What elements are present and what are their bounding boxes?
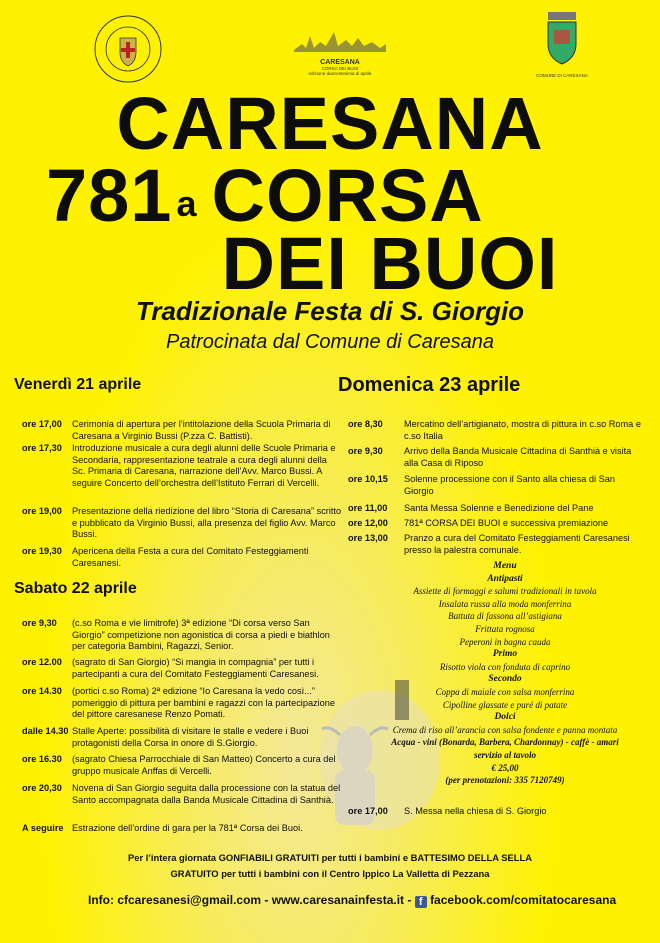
event-text: Stalle Aperte: possibilità di visitare le stalle e vedere i Buoi protagonisti della Corsa in onore di S.Giorgio. <box>72 726 309 748</box>
contact-line <box>88 893 616 908</box>
menu-dolci-heading: Dolci <box>494 712 516 723</box>
saturday-event-6 <box>22 783 342 806</box>
event-text: Introduzione musicale a cura degli alunni delle Scuole Primaria e Secondaria, rappresentazione teatrale a cura degli alunni della Sc. Primaria di Caresana, narrazione dell’Avv. Marco Bussi. A seguire Concerto dell’orchestra dell’Istituto Ferrari di Vercelli. <box>72 443 336 488</box>
event-time: ore 19,00 <box>22 506 62 516</box>
facebook-icon: f <box>415 896 427 908</box>
menu-price: € 25,00 <box>491 762 519 773</box>
event-text: (portici c.so Roma) 2ª edizione “Io Caresana la vedo così...” pomeriggio di pittura per bambini e ragazzi con la partecipazione del pittore caresanese Renzo Pomati. <box>72 686 336 719</box>
event-time: ore 10,15 <box>348 474 388 484</box>
event-time: ore 12,00 <box>348 518 388 528</box>
menu-item: Battuta di fassona all’astigiana <box>448 611 562 622</box>
event-text: Apericena della Festa a cura del Comitato Festeggiamenti Caresanesi. <box>72 546 309 568</box>
footer-line-1: Per l’intera giornata GONFIABILI GRATUITI per tutti i bambini e BATTESIMO DELLA SELLA <box>127 852 532 863</box>
event-time: ore 9,30 <box>348 446 383 456</box>
event-text: Estrazione dell’ordine di gara per la 781ª Corsa dei Buoi. <box>72 823 303 833</box>
mid-logo-sub: CORSA DEI BUOI <box>321 66 359 71</box>
saturday-event-5 <box>22 754 342 777</box>
sunday-event-4 <box>348 503 643 515</box>
title-line-1: CARESANA <box>116 82 544 165</box>
event-text: Arrivo della Banda Musicale Cittadina di Santhià e visita alla Casa di Riposo <box>404 446 632 468</box>
saturday-event-7 <box>22 823 352 835</box>
menu-drinks: Acqua - vini (Bonarda, Barbera, Chardonnay) - caffè - amari <box>391 737 619 748</box>
title-line-3: DEI BUOI <box>221 222 559 305</box>
mid-logo-sub2: edizione duecentesima di aprile <box>308 71 372 76</box>
saturday-event-3 <box>22 686 342 721</box>
footer-line-2: GRATUITO per tutti i bambini con il Centro Ippico La Valletta di Pezzana <box>170 868 490 879</box>
sunday-event-5 <box>348 518 643 530</box>
event-text: S. Messa nella chiesa di S. Giorgio <box>404 806 547 816</box>
event-text: Pranzo a cura del Comitato Festeggiamenti Caresanesi presso la palestra comunale. <box>404 533 630 555</box>
saturday-event-2 <box>22 657 342 680</box>
event-text: 781ª CORSA DEI BUOI e successiva premiazione <box>404 518 609 528</box>
contact-email[interactable]: Info: cfcaresanesi@gmail.com <box>88 893 262 907</box>
event-time: ore 8,30 <box>348 419 383 429</box>
menu-antipasti-heading: Antipasti <box>487 573 523 584</box>
event-text: Mercatino dell’artigianato, mostra di pittura in c.so Roma e c.so Italia <box>404 419 641 441</box>
event-time: ore 16.30 <box>22 754 62 764</box>
menu-booking: (per prenotazioni: 335 7120749) <box>445 775 565 786</box>
menu-secondo-heading: Secondo <box>488 674 522 685</box>
saturday-event-4 <box>22 726 342 749</box>
mid-logo-name: CARESANA <box>320 59 360 66</box>
saturday-heading: Sabato 22 aprile <box>14 580 137 597</box>
sunday-event-1 <box>348 419 643 442</box>
municipal-crest-icon <box>542 10 582 68</box>
menu-item: Risotto viola con fonduta di caprino <box>439 661 571 672</box>
patronage-line: Patrocinata dal Comune di Caresana <box>166 331 494 353</box>
event-text: Solenne processione con il Santo alla chiesa di San Giorgio <box>404 474 615 496</box>
event-time: ore 9,30 <box>22 618 57 628</box>
menu-service: servizio al tavolo <box>474 749 536 760</box>
facebook-link[interactable]: facebook.com/comitatocaresana <box>430 893 617 907</box>
edition-ordinal: a <box>176 183 198 224</box>
menu-primo-heading: Primo <box>492 649 518 660</box>
sunday-event-6 <box>348 533 643 556</box>
menu-item: Cipolline glassate e puré di patate <box>442 699 568 710</box>
lunch-menu <box>370 560 640 787</box>
friday-heading: Venerdì 21 aprile <box>14 376 142 393</box>
friday-event-2 <box>22 443 342 489</box>
menu-item: Coppa di maiale con salsa monferrina <box>435 686 575 697</box>
event-time: dalle 14.30 <box>22 726 69 736</box>
edition-number: 781 <box>46 154 173 237</box>
event-text: Santa Messa Solenne e Benedizione del Pane <box>404 503 594 513</box>
event-time: A seguire <box>22 823 64 833</box>
town-skyline-icon <box>290 22 390 54</box>
menu-item: Peperoni in bagna cauda <box>459 636 551 647</box>
municipal-crest-logo <box>534 10 590 90</box>
title-corsa: CORSA <box>211 154 484 237</box>
friday-event-4 <box>22 546 342 569</box>
event-text: Presentazione della riedizione del libro “Storia di Caresana” scritto e pubblicato da Virginio Bussi, alla presenza del figlio Avv. Marco Bussi. <box>72 506 342 539</box>
event-text: (sagrato Chiesa Parrocchiale di San Matteo) Concerto a cura del gruppo musicale Anffas di Vercelli. <box>72 754 336 776</box>
separator: - <box>404 893 415 907</box>
comitato-seal-logo <box>93 14 163 84</box>
sunday-event-3 <box>348 474 643 497</box>
sunday-event-2 <box>348 446 643 469</box>
event-time: ore 20,30 <box>22 783 62 793</box>
event-time: ore 17,30 <box>22 443 62 453</box>
friday-event-1 <box>22 419 342 442</box>
sunday-event-7 <box>348 806 643 818</box>
event-time: ore 17,00 <box>22 419 62 429</box>
menu-item: Assiette di formaggi e salumi tradizionali in tavola <box>413 586 597 597</box>
website-link[interactable]: www.caresanainfesta.it <box>271 893 405 907</box>
event-text: (sagrato di San Giorgio) “Si mangia in compagnia” per tutti i partecipanti a cura del Comitato Festeggiamenti Caresanesi. <box>72 657 319 679</box>
saturday-event-1 <box>22 618 342 653</box>
event-text: Novena di San Giorgio seguita dalla processione con la statua del Santo accompagnata dalla Banda Musicale Cittadina di Santhià. <box>72 783 341 805</box>
event-time: ore 11,00 <box>348 503 388 513</box>
event-time: ore 17,00 <box>348 806 388 816</box>
event-time: ore 14.30 <box>22 686 62 696</box>
menu-item: Crema di riso all’arancia con salsa fondente e panna montata <box>392 724 618 735</box>
right-logo-text: COMUNE DI CARESANA <box>536 73 588 78</box>
event-time: ore 13,00 <box>348 533 388 543</box>
comitato-seal-icon <box>93 14 163 84</box>
event-text: (c.so Roma e vie limitrofe) 3ª edizione “Di corsa verso San Giorgio” competizione non agonistica di corsa a piedi e biathlon per categoria Bambini, Ragazzi, Senior. <box>72 618 330 651</box>
friday-event-3 <box>22 506 342 541</box>
event-time: ore 19,30 <box>22 546 62 556</box>
menu-item: Insalata russa alla moda monferrina <box>438 598 572 609</box>
event-time: ore 12.00 <box>22 657 62 667</box>
separator: - <box>261 893 272 907</box>
event-text: Cerimonia di apertura per l’intitolazione della Scuola Primaria di Caresana a Virginio Bussi (P.zza C. Battisti). <box>72 419 331 441</box>
menu-item: Frittata rognosa <box>475 623 535 634</box>
sunday-heading: Domenica 23 aprile <box>338 374 521 396</box>
festival-subtitle: Tradizionale Festa di S. Giorgio <box>135 296 525 326</box>
corsa-dei-buoi-logo <box>290 22 390 82</box>
menu-heading: Menu <box>493 561 517 571</box>
